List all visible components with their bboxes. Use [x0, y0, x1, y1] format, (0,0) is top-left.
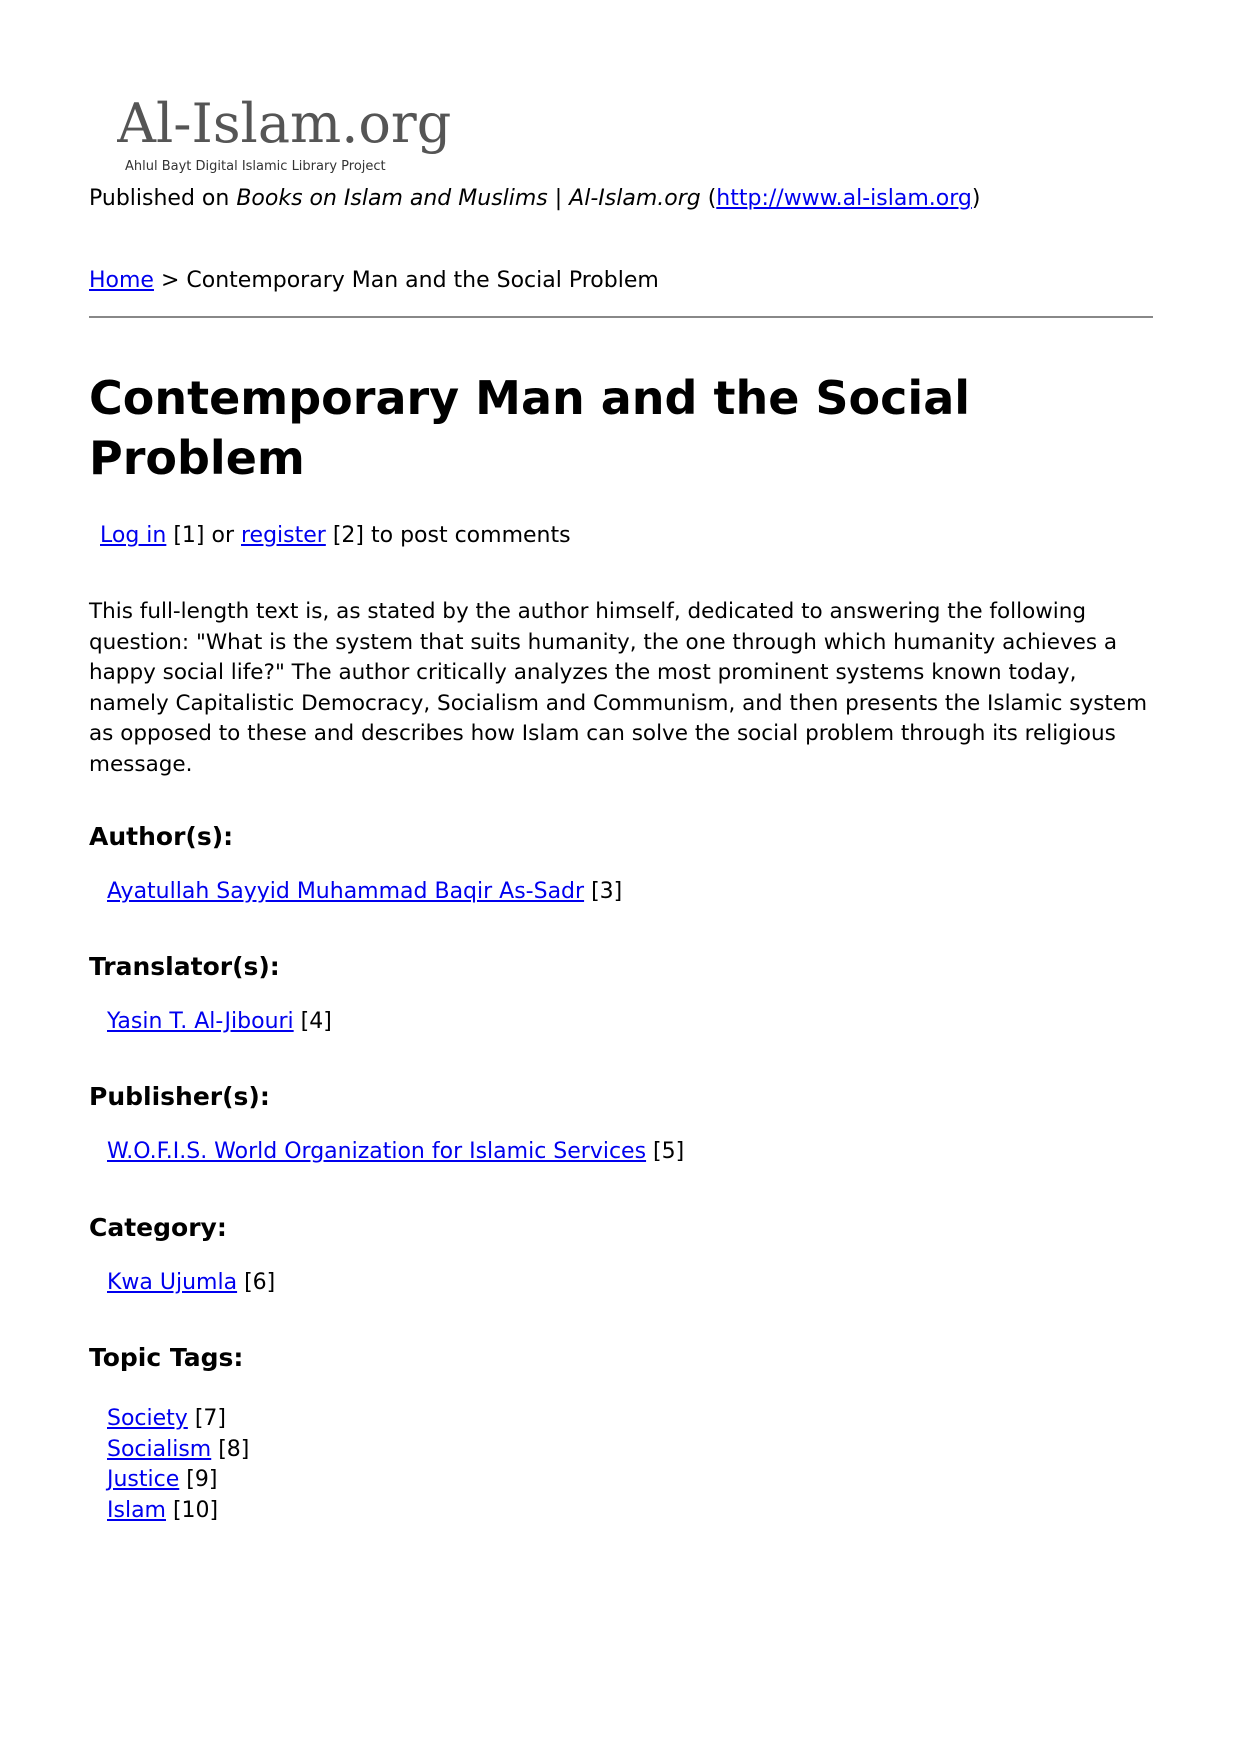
breadcrumb-separator: >	[153, 268, 187, 293]
author-link[interactable]: Ayatullah Sayyid Muhammad Baqir As-Sadr	[107, 879, 585, 904]
translator-link[interactable]: Yasin T. Al-Jibouri	[107, 1009, 294, 1034]
logo-tagline: Ahlul Bayt Digital Islamic Library Project	[125, 159, 386, 174]
tag-link-justice[interactable]: Justice	[107, 1467, 180, 1492]
category-label: Category:	[89, 1213, 227, 1242]
publishers-label: Publisher(s):	[89, 1082, 270, 1111]
translators-label: Translator(s):	[89, 952, 280, 981]
category-item	[107, 1270, 275, 1295]
tag-ref: [9]	[179, 1467, 218, 1492]
tag-link-socialism[interactable]: Socialism	[107, 1436, 212, 1462]
publishers-item	[107, 1139, 684, 1164]
published-open-paren: (	[700, 186, 717, 211]
authors-item	[107, 879, 622, 904]
site-url-link[interactable]: http://www.al-islam.org	[716, 186, 972, 211]
list-item	[107, 1496, 249, 1527]
category-ref: [6]	[237, 1270, 276, 1295]
published-close-paren: )	[971, 186, 981, 211]
logo-wordmark-text: Al-Islam.org	[117, 92, 452, 155]
list-item	[107, 1465, 249, 1496]
publisher-ref: [5]	[646, 1139, 685, 1164]
author-ref: [3]	[584, 879, 623, 904]
list-item	[107, 1435, 249, 1466]
category-link[interactable]: Kwa Ujumla	[107, 1270, 238, 1295]
topic-tags-list	[107, 1404, 249, 1526]
breadcrumb-current: Contemporary Man and the Social Problem	[186, 268, 659, 293]
book-description: This full-length text is, as stated by the author himself, dedicated to answering the following question: "What is the system that suits humanity, the one through which humanity achieves a happy social life?" The author critically analyzes the most prominent systems known today, namely Capitalistic Democracy, Socialism and Communism, and then presents the Islamic system as opposed to these and describes how Islam can solve the social problem through its religious message.	[89, 599, 1148, 777]
logo-wordmark	[117, 92, 457, 162]
comment-login-prompt	[100, 523, 571, 548]
translator-ref: [4]	[293, 1009, 332, 1034]
login-ref: [1] or	[166, 523, 241, 548]
page-title: Contemporary Man and the Social Problem	[89, 371, 971, 485]
breadcrumb-home-link[interactable]: Home	[89, 268, 154, 293]
register-link[interactable]: register	[241, 523, 326, 548]
header-divider	[89, 316, 1153, 318]
publisher-link[interactable]: W.O.F.I.S. World Organization for Islamic Services	[107, 1139, 647, 1164]
authors-label: Author(s):	[89, 822, 234, 851]
tag-ref: [8]	[211, 1436, 250, 1462]
tag-ref: [10]	[165, 1497, 219, 1523]
tag-link-society[interactable]: Society	[107, 1406, 188, 1431]
topic-tags-label: Topic Tags:	[89, 1343, 244, 1372]
translators-item	[107, 1009, 332, 1034]
tag-link-islam[interactable]: Islam	[107, 1497, 166, 1523]
tag-ref: [7]	[187, 1406, 226, 1431]
published-on-line	[89, 186, 980, 211]
published-prefix: Published on	[89, 186, 237, 211]
breadcrumb	[89, 268, 659, 293]
register-ref: [2] to post comments	[325, 523, 571, 548]
published-site-name: Books on Islam and Muslims | Al-Islam.org	[236, 186, 701, 211]
site-logo[interactable]	[117, 92, 457, 178]
login-link[interactable]: Log in	[100, 523, 167, 548]
list-item	[107, 1404, 249, 1435]
